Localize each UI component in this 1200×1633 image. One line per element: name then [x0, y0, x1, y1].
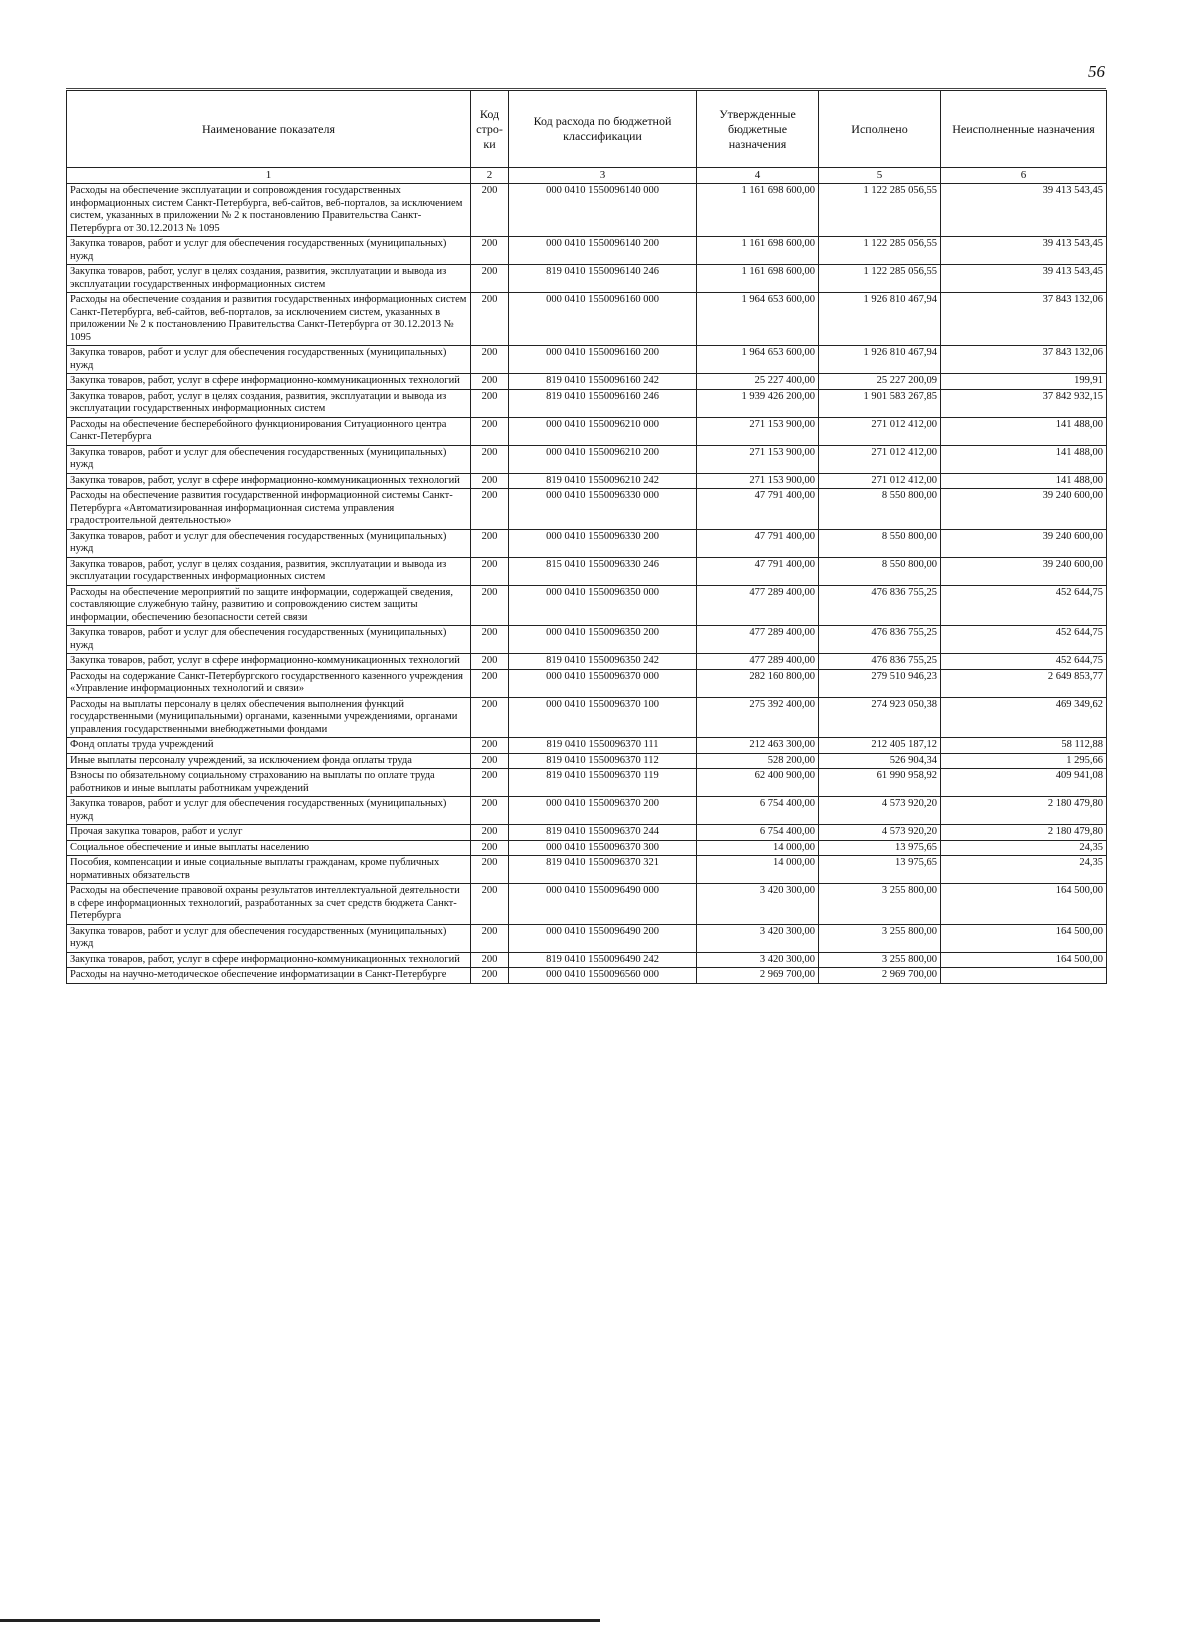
table-row	[67, 374, 1107, 390]
row-approved-amount: 528 200,00	[697, 753, 819, 769]
row-line-code: 200	[471, 445, 509, 473]
row-line-code: 200	[471, 529, 509, 557]
row-approved-amount: 3 420 300,00	[697, 884, 819, 925]
row-unexecuted-amount: 24,35	[941, 856, 1107, 884]
row-approved-amount: 2 969 700,00	[697, 968, 819, 984]
row-approved-amount: 477 289 400,00	[697, 585, 819, 626]
row-approved-amount: 1 161 698 600,00	[697, 184, 819, 237]
row-budget-classification-code: 000 0410 1550096160 200	[509, 346, 697, 374]
row-unexecuted-amount: 164 500,00	[941, 952, 1107, 968]
row-executed-amount: 1 122 285 056,55	[819, 265, 941, 293]
table-row	[67, 265, 1107, 293]
page-number: 56	[1088, 62, 1105, 81]
row-indicator-name: Закупка товаров, работ, услуг в сфере информационно-коммуникационных технологий	[67, 654, 471, 670]
row-indicator-name: Пособия, компенсации и иные социальные выплаты гражданам, кроме публичных нормативных обязательств	[67, 856, 471, 884]
header-line-code: Код стро- ки	[471, 91, 509, 168]
table-row	[67, 293, 1107, 346]
row-line-code: 200	[471, 346, 509, 374]
column-number: 2	[471, 168, 509, 184]
header-row	[67, 91, 1107, 168]
row-line-code: 200	[471, 374, 509, 390]
row-executed-amount: 476 836 755,25	[819, 626, 941, 654]
column-number: 5	[819, 168, 941, 184]
row-unexecuted-amount: 2 649 853,77	[941, 669, 1107, 697]
column-number-row	[67, 168, 1107, 184]
row-approved-amount: 1 964 653 600,00	[697, 293, 819, 346]
header-approved-appropriations: Утвержденные бюджетные назначения	[697, 91, 819, 168]
row-budget-classification-code: 819 0410 1550096370 321	[509, 856, 697, 884]
row-line-code: 200	[471, 753, 509, 769]
row-budget-classification-code: 000 0410 1550096330 000	[509, 489, 697, 530]
row-line-code: 200	[471, 237, 509, 265]
row-indicator-name: Закупка товаров, работ и услуг для обеспечения государственных (муниципальных) нужд	[67, 237, 471, 265]
row-approved-amount: 271 153 900,00	[697, 417, 819, 445]
row-executed-amount: 279 510 946,23	[819, 669, 941, 697]
table-row	[67, 697, 1107, 738]
row-line-code: 200	[471, 184, 509, 237]
row-unexecuted-amount: 141 488,00	[941, 417, 1107, 445]
row-budget-classification-code: 000 0410 1550096210 000	[509, 417, 697, 445]
table-row	[67, 738, 1107, 754]
row-unexecuted-amount: 37 842 932,15	[941, 389, 1107, 417]
row-executed-amount: 1 122 285 056,55	[819, 237, 941, 265]
table-row	[67, 489, 1107, 530]
row-budget-classification-code: 819 0410 1550096210 242	[509, 473, 697, 489]
row-budget-classification-code: 000 0410 1550096370 300	[509, 840, 697, 856]
row-budget-classification-code: 819 0410 1550096140 246	[509, 265, 697, 293]
row-line-code: 200	[471, 769, 509, 797]
column-number: 3	[509, 168, 697, 184]
row-approved-amount: 1 939 426 200,00	[697, 389, 819, 417]
row-budget-classification-code: 000 0410 1550096370 200	[509, 797, 697, 825]
row-executed-amount: 271 012 412,00	[819, 473, 941, 489]
column-number: 6	[941, 168, 1107, 184]
row-line-code: 200	[471, 557, 509, 585]
row-executed-amount: 25 227 200,09	[819, 374, 941, 390]
row-executed-amount: 476 836 755,25	[819, 654, 941, 670]
row-unexecuted-amount: 409 941,08	[941, 769, 1107, 797]
row-unexecuted-amount: 39 240 600,00	[941, 529, 1107, 557]
table-row	[67, 237, 1107, 265]
row-line-code: 200	[471, 856, 509, 884]
row-executed-amount: 8 550 800,00	[819, 557, 941, 585]
row-line-code: 200	[471, 389, 509, 417]
table-row	[67, 952, 1107, 968]
row-approved-amount: 62 400 900,00	[697, 769, 819, 797]
row-budget-classification-code: 000 0410 1550096370 100	[509, 697, 697, 738]
row-unexecuted-amount: 1 295,66	[941, 753, 1107, 769]
row-budget-classification-code: 819 0410 1550096370 112	[509, 753, 697, 769]
row-indicator-name: Расходы на обеспечение развития государственной информационной системы Санкт-Петербурга «Автоматизированная информационная система управления градостроительной деятельностью»	[67, 489, 471, 530]
row-unexecuted-amount: 141 488,00	[941, 445, 1107, 473]
row-approved-amount: 477 289 400,00	[697, 626, 819, 654]
row-budget-classification-code: 000 0410 1550096350 000	[509, 585, 697, 626]
row-unexecuted-amount: 2 180 479,80	[941, 797, 1107, 825]
row-unexecuted-amount: 2 180 479,80	[941, 825, 1107, 841]
row-line-code: 200	[471, 738, 509, 754]
header-executed: Исполнено	[819, 91, 941, 168]
row-line-code: 200	[471, 489, 509, 530]
row-indicator-name: Закупка товаров, работ и услуг для обеспечения государственных (муниципальных) нужд	[67, 924, 471, 952]
header-indicator-name: Наименование показателя	[67, 91, 471, 168]
bottom-rule	[0, 1619, 600, 1622]
row-line-code: 200	[471, 825, 509, 841]
row-unexecuted-amount: 37 843 132,06	[941, 346, 1107, 374]
row-unexecuted-amount: 452 644,75	[941, 654, 1107, 670]
row-unexecuted-amount: 141 488,00	[941, 473, 1107, 489]
row-unexecuted-amount: 452 644,75	[941, 626, 1107, 654]
table-row	[67, 797, 1107, 825]
row-indicator-name: Расходы на обеспечение бесперебойного функционирования Ситуационного центра Санкт-Петербурга	[67, 417, 471, 445]
column-number: 1	[67, 168, 471, 184]
row-executed-amount: 3 255 800,00	[819, 884, 941, 925]
table-row	[67, 753, 1107, 769]
row-budget-classification-code: 819 0410 1550096370 119	[509, 769, 697, 797]
row-line-code: 200	[471, 924, 509, 952]
column-number: 4	[697, 168, 819, 184]
row-indicator-name: Иные выплаты персоналу учреждений, за исключением фонда оплаты труда	[67, 753, 471, 769]
row-executed-amount: 61 990 958,92	[819, 769, 941, 797]
row-indicator-name: Расходы на научно-методическое обеспечение информатизации в Санкт-Петербурге	[67, 968, 471, 984]
row-executed-amount: 13 975,65	[819, 840, 941, 856]
row-indicator-name: Расходы на обеспечение эксплуатации и сопровождения государственных информационных систем Санкт-Петербурга, веб-сайтов, веб-порталов, за исключением систем, указанных в приложении № 2 к постановлению Правительства Санкт-Петербурга от 30.12.2013 № 1095	[67, 184, 471, 237]
row-executed-amount: 271 012 412,00	[819, 417, 941, 445]
row-approved-amount: 47 791 400,00	[697, 529, 819, 557]
table-row	[67, 184, 1107, 237]
top-rule	[66, 88, 1106, 89]
row-approved-amount: 282 160 800,00	[697, 669, 819, 697]
row-unexecuted-amount: 164 500,00	[941, 924, 1107, 952]
row-indicator-name: Закупка товаров, работ, услуг в сфере информационно-коммуникационных технологий	[67, 473, 471, 489]
row-line-code: 200	[471, 884, 509, 925]
row-approved-amount: 1 161 698 600,00	[697, 265, 819, 293]
row-approved-amount: 14 000,00	[697, 856, 819, 884]
row-executed-amount: 1 122 285 056,55	[819, 184, 941, 237]
row-indicator-name: Закупка товаров, работ и услуг для обеспечения государственных (муниципальных) нужд	[67, 626, 471, 654]
row-approved-amount: 1 161 698 600,00	[697, 237, 819, 265]
row-indicator-name: Взносы по обязательному социальному страхованию на выплаты по оплате труда работников и иные выплаты работникам учреждений	[67, 769, 471, 797]
table-row	[67, 968, 1107, 984]
row-executed-amount: 4 573 920,20	[819, 797, 941, 825]
row-budget-classification-code: 000 0410 1550096490 200	[509, 924, 697, 952]
row-budget-classification-code: 000 0410 1550096210 200	[509, 445, 697, 473]
row-approved-amount: 6 754 400,00	[697, 797, 819, 825]
row-executed-amount: 212 405 187,12	[819, 738, 941, 754]
row-executed-amount: 3 255 800,00	[819, 924, 941, 952]
row-executed-amount: 4 573 920,20	[819, 825, 941, 841]
row-budget-classification-code: 000 0410 1550096350 200	[509, 626, 697, 654]
row-line-code: 200	[471, 626, 509, 654]
row-indicator-name: Закупка товаров, работ, услуг в сфере информационно-коммуникационных технологий	[67, 374, 471, 390]
row-approved-amount: 1 964 653 600,00	[697, 346, 819, 374]
row-executed-amount: 274 923 050,38	[819, 697, 941, 738]
row-approved-amount: 271 153 900,00	[697, 473, 819, 489]
row-executed-amount: 526 904,34	[819, 753, 941, 769]
row-approved-amount: 275 392 400,00	[697, 697, 819, 738]
row-budget-classification-code: 819 0410 1550096160 246	[509, 389, 697, 417]
row-budget-classification-code: 819 0410 1550096160 242	[509, 374, 697, 390]
table-row	[67, 626, 1107, 654]
row-unexecuted-amount: 39 240 600,00	[941, 557, 1107, 585]
row-indicator-name: Расходы на содержание Санкт-Петербургского государственного казенного учреждения «Управление информационных технологий и связи»	[67, 669, 471, 697]
row-indicator-name: Социальное обеспечение и иные выплаты населению	[67, 840, 471, 856]
row-indicator-name: Закупка товаров, работ и услуг для обеспечения государственных (муниципальных) нужд	[67, 529, 471, 557]
row-executed-amount: 271 012 412,00	[819, 445, 941, 473]
row-unexecuted-amount: 164 500,00	[941, 884, 1107, 925]
row-unexecuted-amount: 39 413 543,45	[941, 265, 1107, 293]
row-line-code: 200	[471, 952, 509, 968]
table-row	[67, 585, 1107, 626]
row-budget-classification-code: 000 0410 1550096140 000	[509, 184, 697, 237]
table-row	[67, 473, 1107, 489]
row-indicator-name: Закупка товаров, работ и услуг для обеспечения государственных (муниципальных) нужд	[67, 445, 471, 473]
row-indicator-name: Расходы на обеспечение правовой охраны результатов интеллектуальной деятельности в сфере информационных технологий, разработанных за счет средств бюджета Санкт-Петербурга	[67, 884, 471, 925]
table-row	[67, 884, 1107, 925]
table-row	[67, 389, 1107, 417]
row-unexecuted-amount: 452 644,75	[941, 585, 1107, 626]
row-indicator-name: Закупка товаров, работ, услуг в целях создания, развития, эксплуатации и вывода из эксплуатации государственных информационных систем	[67, 265, 471, 293]
row-executed-amount: 8 550 800,00	[819, 529, 941, 557]
row-unexecuted-amount: 37 843 132,06	[941, 293, 1107, 346]
table-row	[67, 856, 1107, 884]
row-line-code: 200	[471, 654, 509, 670]
row-budget-classification-code: 000 0410 1550096560 000	[509, 968, 697, 984]
row-approved-amount: 477 289 400,00	[697, 654, 819, 670]
row-line-code: 200	[471, 840, 509, 856]
row-executed-amount: 13 975,65	[819, 856, 941, 884]
row-unexecuted-amount: 39 413 543,45	[941, 237, 1107, 265]
row-budget-classification-code: 819 0410 1550096350 242	[509, 654, 697, 670]
row-unexecuted-amount: 39 413 543,45	[941, 184, 1107, 237]
row-executed-amount: 8 550 800,00	[819, 489, 941, 530]
table-row	[67, 445, 1107, 473]
row-line-code: 200	[471, 417, 509, 445]
table-row	[67, 825, 1107, 841]
row-unexecuted-amount: 39 240 600,00	[941, 489, 1107, 530]
row-executed-amount: 1 926 810 467,94	[819, 346, 941, 374]
row-indicator-name: Фонд оплаты труда учреждений	[67, 738, 471, 754]
row-executed-amount: 3 255 800,00	[819, 952, 941, 968]
row-approved-amount: 3 420 300,00	[697, 924, 819, 952]
row-budget-classification-code: 819 0410 1550096370 244	[509, 825, 697, 841]
header-budget-classification-code: Код расхода по бюджетной классификации	[509, 91, 697, 168]
table-row	[67, 840, 1107, 856]
table-body	[67, 184, 1107, 984]
row-indicator-name: Расходы на выплаты персоналу в целях обеспечения выполнения функций государственными (муниципальными) органами, казенными учреждениями, органами управления государственными внебюджетными фондами	[67, 697, 471, 738]
row-line-code: 200	[471, 473, 509, 489]
row-unexecuted-amount	[941, 968, 1107, 984]
header-unexecuted-appropriations: Неисполненные назначения	[941, 91, 1107, 168]
row-executed-amount: 1 926 810 467,94	[819, 293, 941, 346]
row-indicator-name: Закупка товаров, работ и услуг для обеспечения государственных (муниципальных) нужд	[67, 346, 471, 374]
row-budget-classification-code: 000 0410 1550096330 200	[509, 529, 697, 557]
row-executed-amount: 476 836 755,25	[819, 585, 941, 626]
table-row	[67, 557, 1107, 585]
table-row	[67, 924, 1107, 952]
row-approved-amount: 212 463 300,00	[697, 738, 819, 754]
row-approved-amount: 271 153 900,00	[697, 445, 819, 473]
row-approved-amount: 14 000,00	[697, 840, 819, 856]
row-budget-classification-code: 000 0410 1550096140 200	[509, 237, 697, 265]
row-unexecuted-amount: 469 349,62	[941, 697, 1107, 738]
table-row	[67, 769, 1107, 797]
row-line-code: 200	[471, 293, 509, 346]
row-budget-classification-code: 815 0410 1550096330 246	[509, 557, 697, 585]
row-line-code: 200	[471, 968, 509, 984]
row-line-code: 200	[471, 585, 509, 626]
row-budget-classification-code: 000 0410 1550096370 000	[509, 669, 697, 697]
budget-execution-table	[66, 90, 1107, 984]
row-line-code: 200	[471, 669, 509, 697]
row-line-code: 200	[471, 797, 509, 825]
row-approved-amount: 6 754 400,00	[697, 825, 819, 841]
table-row	[67, 417, 1107, 445]
row-approved-amount: 47 791 400,00	[697, 557, 819, 585]
table-row	[67, 346, 1107, 374]
row-indicator-name: Расходы на обеспечение мероприятий по защите информации, содержащей сведения, составляющие служебную тайну, развитию и сопровождению систем защиты информации, обеспечению безопасности сетей связи	[67, 585, 471, 626]
row-indicator-name: Прочая закупка товаров, работ и услуг	[67, 825, 471, 841]
row-unexecuted-amount: 24,35	[941, 840, 1107, 856]
row-unexecuted-amount: 58 112,88	[941, 738, 1107, 754]
table-row	[67, 669, 1107, 697]
row-approved-amount: 25 227 400,00	[697, 374, 819, 390]
row-indicator-name: Закупка товаров, работ, услуг в целях создания, развития, эксплуатации и вывода из эксплуатации государственных информационных систем	[67, 389, 471, 417]
row-indicator-name: Закупка товаров, работ, услуг в целях создания, развития, эксплуатации и вывода из эксплуатации государственных информационных систем	[67, 557, 471, 585]
row-approved-amount: 47 791 400,00	[697, 489, 819, 530]
row-budget-classification-code: 000 0410 1550096160 000	[509, 293, 697, 346]
row-budget-classification-code: 000 0410 1550096490 000	[509, 884, 697, 925]
row-executed-amount: 1 901 583 267,85	[819, 389, 941, 417]
row-approved-amount: 3 420 300,00	[697, 952, 819, 968]
row-budget-classification-code: 819 0410 1550096490 242	[509, 952, 697, 968]
row-line-code: 200	[471, 697, 509, 738]
table-row	[67, 654, 1107, 670]
row-unexecuted-amount: 199,91	[941, 374, 1107, 390]
table-row	[67, 529, 1107, 557]
row-indicator-name: Закупка товаров, работ, услуг в сфере информационно-коммуникационных технологий	[67, 952, 471, 968]
row-line-code: 200	[471, 265, 509, 293]
row-budget-classification-code: 819 0410 1550096370 111	[509, 738, 697, 754]
row-indicator-name: Закупка товаров, работ и услуг для обеспечения государственных (муниципальных) нужд	[67, 797, 471, 825]
row-indicator-name: Расходы на обеспечение создания и развития государственных информационных систем Санкт-Петербурга, веб-сайтов, веб-порталов, за исключением систем, указанных в приложении № 2 к постановлению Правительства Санкт-Петербурга от 30.12.2013 № 1095	[67, 293, 471, 346]
row-executed-amount: 2 969 700,00	[819, 968, 941, 984]
